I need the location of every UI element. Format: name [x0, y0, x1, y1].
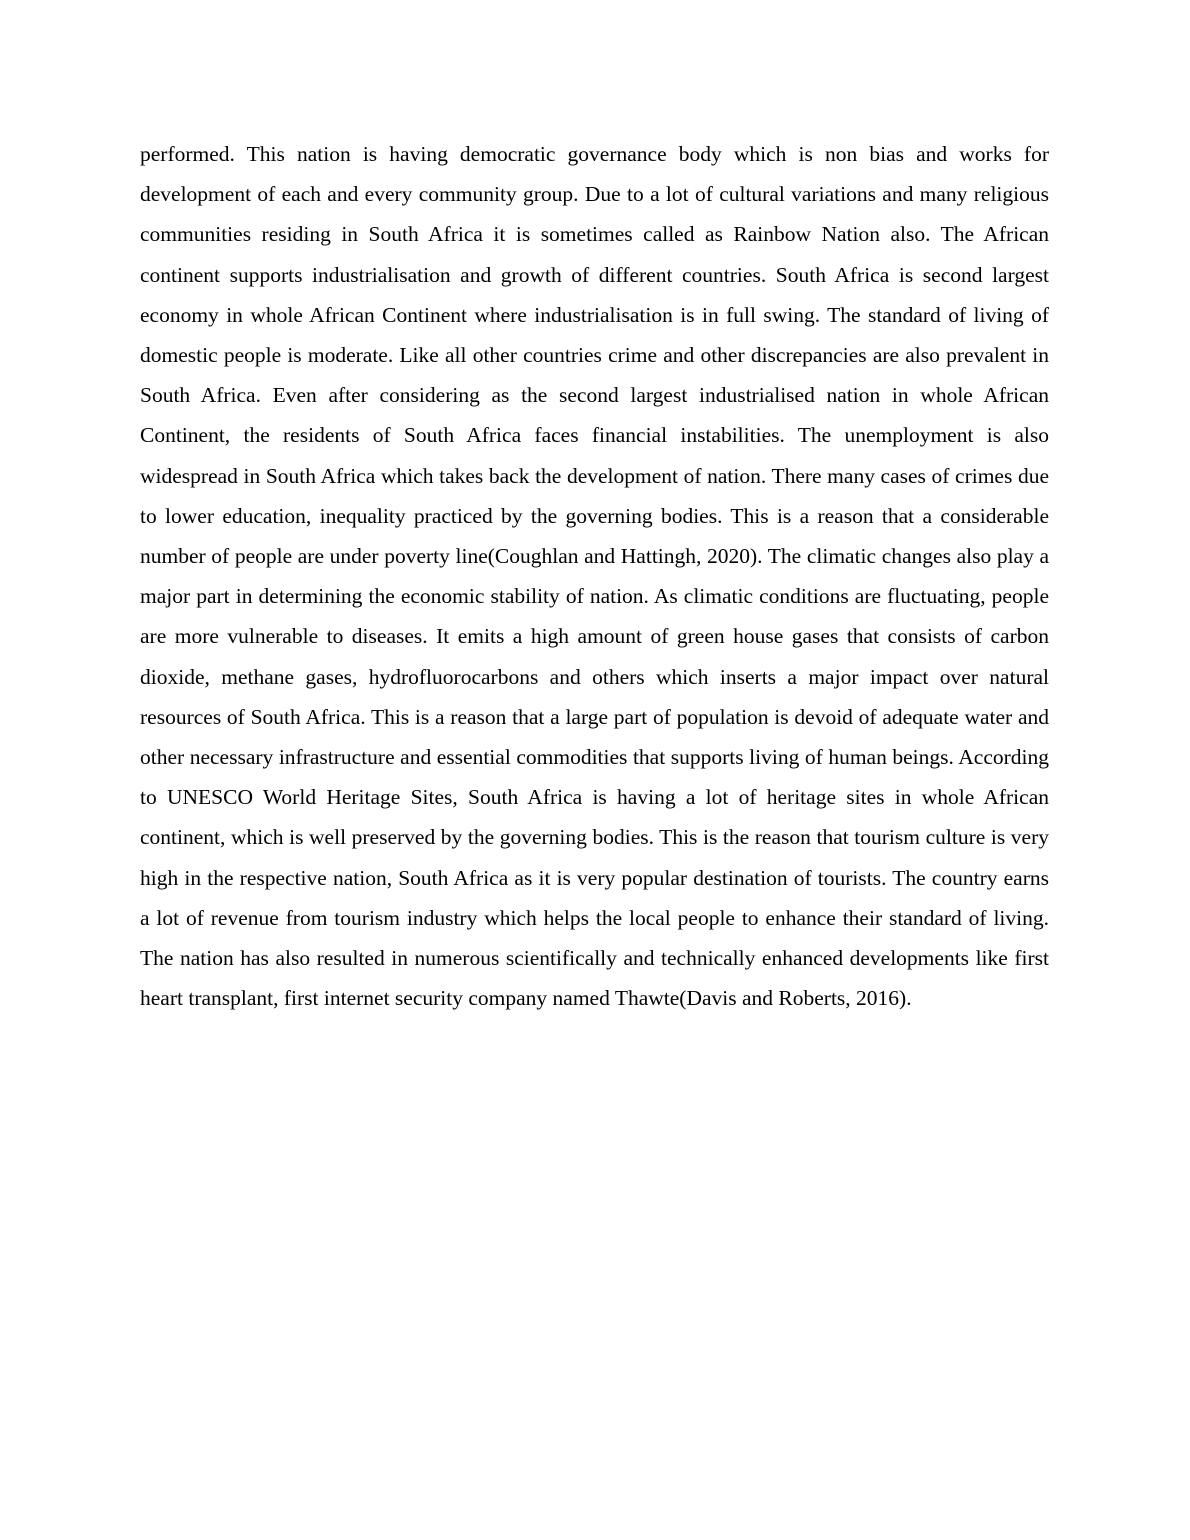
- body-paragraph: performed. This nation is having democratic governance body which is non bias and works for development of each and every community group. Due to a lot of cultural variations and many religious communities residing in South Africa it is sometimes called as Rainbow Nation also. The African continent supports industrialisation and growth of different countries. South Africa is second largest economy in whole African Continent where industrialisation is in full swing. The standard of living of domestic people is moderate. Like all other countries crime and other discrepancies are also prevalent in South Africa. Even after considering as the second largest industrialised nation in whole African Continent, the residents of South Africa faces financial instabilities. The unemployment is also widespread in South Africa which takes back the development of nation. There many cases of crimes due to lower education, inequality practiced by the governing bodies. This is a reason that a considerable number of people are under poverty line(Coughlan and Hattingh, 2020). The climatic changes also play a major part in determining the economic stability of nation. As climatic conditions are fluctuating, people are more vulnerable to diseases. It emits a high amount of green house gases that consists of carbon dioxide, methane gases, hydrofluorocarbons and others which inserts a major impact over natural resources of South Africa. This is a reason that a large part of population is devoid of adequate water and other necessary infrastructure and essential commodities that supports living of human beings. According to UNESCO World Heritage Sites, South Africa is having a lot of heritage sites in whole African continent, which is well preserved by the governing bodies. This is the reason that tourism culture is very high in the respective nation, South Africa as it is very popular destination of tourists. The country earns a lot of revenue from tourism industry which helps the local people to enhance their standard of living. The nation has also resulted in numerous scientifically and technically enhanced developments like first heart transplant, first internet security company named Thawte(Davis and Roberts, 2016).: [140, 142, 1049, 1011]
